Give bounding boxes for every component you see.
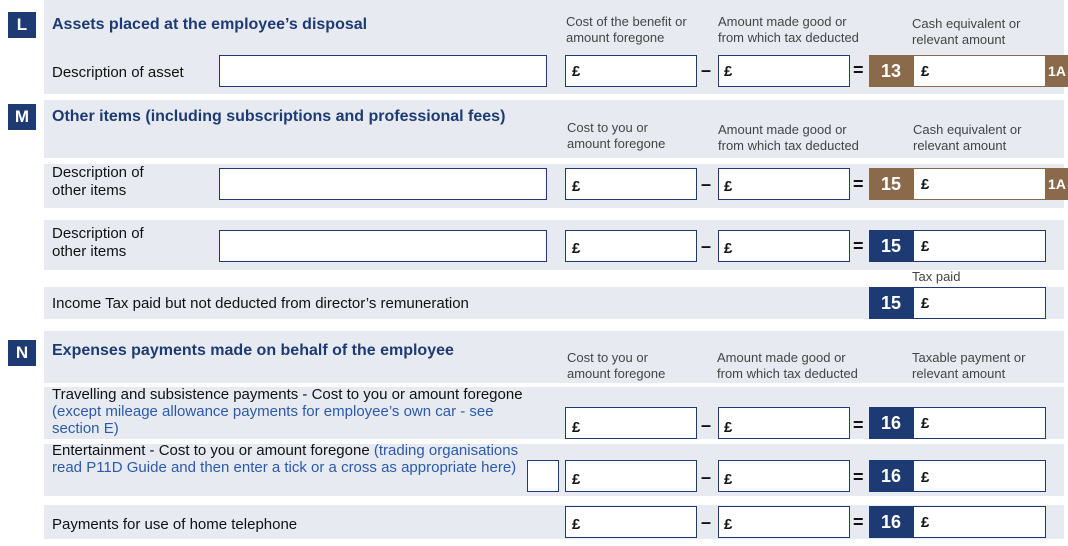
asset-cost-input[interactable] <box>565 55 697 87</box>
box-number-15: 15 <box>869 287 913 319</box>
other-item-1-made-good-input[interactable] <box>718 168 850 200</box>
pound-sign: £ <box>921 176 930 193</box>
telephone-taxable-input[interactable] <box>913 506 1046 538</box>
section-m-letter: M <box>8 104 36 130</box>
travel-subsistence-text: Travelling and subsistence payments - Cost to you or amount foregone <box>52 386 523 403</box>
pound-sign: £ <box>921 469 930 486</box>
box-number-16: 16 <box>869 460 913 492</box>
telephone-cost-input[interactable] <box>565 506 697 538</box>
box-number-15: 15 <box>869 168 913 200</box>
section-m-col2-header: Amount made good or from which tax deducted <box>718 122 859 153</box>
equals-sign: = <box>853 174 864 194</box>
minus-sign: – <box>701 60 712 80</box>
asset-made-good-input[interactable] <box>718 55 850 87</box>
minus-sign: – <box>701 467 712 487</box>
other-item-2-description-input[interactable] <box>219 230 547 262</box>
travel-subsistence-note: (except mileage allowance payments for employee’s own car - see section E) <box>52 403 494 437</box>
section-l-col3-header: Cash equivalent or relevant amount <box>912 16 1021 47</box>
equals-sign: = <box>853 236 864 256</box>
home-telephone-label: Payments for use of home telephone <box>52 516 298 533</box>
pound-sign: £ <box>921 415 930 432</box>
pound-sign: £ <box>572 471 581 488</box>
entertainment-text: Entertainment - Cost to you or amount foregone <box>52 442 370 459</box>
entertainment-made-good-input[interactable] <box>718 460 850 492</box>
telephone-made-good-input[interactable] <box>718 506 850 538</box>
travel-made-good-input[interactable] <box>718 407 850 439</box>
entertainment-taxable-input[interactable] <box>913 460 1046 492</box>
minus-sign: – <box>701 512 712 532</box>
other-item-2-cost-input[interactable] <box>565 230 697 262</box>
minus-sign: – <box>701 415 712 435</box>
box-number-15: 15 <box>869 230 913 262</box>
equals-sign: = <box>853 60 864 80</box>
other-item-1-description-input[interactable] <box>219 168 547 200</box>
tag-1a: 1A <box>1046 55 1068 87</box>
minus-sign: – <box>701 236 712 256</box>
pound-sign: £ <box>921 295 930 312</box>
pound-sign: £ <box>921 514 930 531</box>
pound-sign: £ <box>572 178 581 195</box>
other-item-2-cash-equivalent-input[interactable] <box>913 230 1046 262</box>
asset-cash-equivalent-input[interactable] <box>913 55 1046 87</box>
entertainment-tick-box[interactable] <box>527 460 559 492</box>
tax-paid-input[interactable] <box>913 287 1046 319</box>
asset-description-input[interactable] <box>219 55 547 87</box>
other-item-1-label: Description of other items <box>52 164 144 199</box>
pound-sign: £ <box>724 63 733 80</box>
section-m-col3-header: Cash equivalent or relevant amount <box>913 122 1022 153</box>
box-number-13: 13 <box>869 55 913 87</box>
section-n-col3-header: Taxable payment or relevant amount <box>912 350 1026 381</box>
other-item-1-cash-equivalent-input[interactable] <box>913 168 1046 200</box>
section-n-col1-header: Cost to you or amount foregone <box>567 350 666 381</box>
box-number-16: 16 <box>869 506 913 538</box>
other-item-2-label: Description of other items <box>52 225 144 260</box>
equals-sign: = <box>853 512 864 532</box>
tax-paid-header: Tax paid <box>912 269 961 284</box>
section-l-title: Assets placed at the employee’s disposal <box>52 16 368 33</box>
asset-description-label: Description of asset <box>52 64 184 81</box>
travel-cost-input[interactable] <box>565 407 697 439</box>
section-n-col2-header: Amount made good or from which tax deducted <box>717 350 858 381</box>
other-item-1-cost-input[interactable] <box>565 168 697 200</box>
pound-sign: £ <box>921 238 930 255</box>
tax-paid-label: Income Tax paid but not deducted from director’s remuneration <box>52 295 469 312</box>
equals-sign: = <box>853 467 864 487</box>
pound-sign: £ <box>572 419 581 436</box>
pound-sign: £ <box>724 419 733 436</box>
pound-sign: £ <box>572 516 581 533</box>
pound-sign: £ <box>724 471 733 488</box>
pound-sign: £ <box>921 63 930 80</box>
section-l-col1-header: Cost of the benefit or amount foregone <box>566 14 687 45</box>
pound-sign: £ <box>724 516 733 533</box>
entertainment-note: (trading organisations read P11D Guide and then enter a tick or a cross as appropriate here) <box>52 442 519 476</box>
box-number-16: 16 <box>869 407 913 439</box>
tag-1a: 1A <box>1046 168 1068 200</box>
pound-sign: £ <box>724 240 733 257</box>
section-l-col2-header: Amount made good or from which tax deducted <box>718 14 859 45</box>
pound-sign: £ <box>724 178 733 195</box>
minus-sign: – <box>701 174 712 194</box>
travel-taxable-input[interactable] <box>913 407 1046 439</box>
entertainment-label <box>52 442 527 476</box>
section-n-letter: N <box>8 340 36 366</box>
other-item-2-made-good-input[interactable] <box>718 230 850 262</box>
section-m-title: Other items (including subscriptions and professional fees) <box>52 108 506 125</box>
equals-sign: = <box>853 415 864 435</box>
section-n-title: Expenses payments made on behalf of the employee <box>52 342 454 359</box>
section-l-letter: L <box>8 12 36 38</box>
travel-subsistence-label <box>52 386 542 437</box>
entertainment-cost-input[interactable] <box>565 460 697 492</box>
section-m-col1-header: Cost to you or amount foregone <box>567 120 666 151</box>
pound-sign: £ <box>572 63 581 80</box>
pound-sign: £ <box>572 240 581 257</box>
